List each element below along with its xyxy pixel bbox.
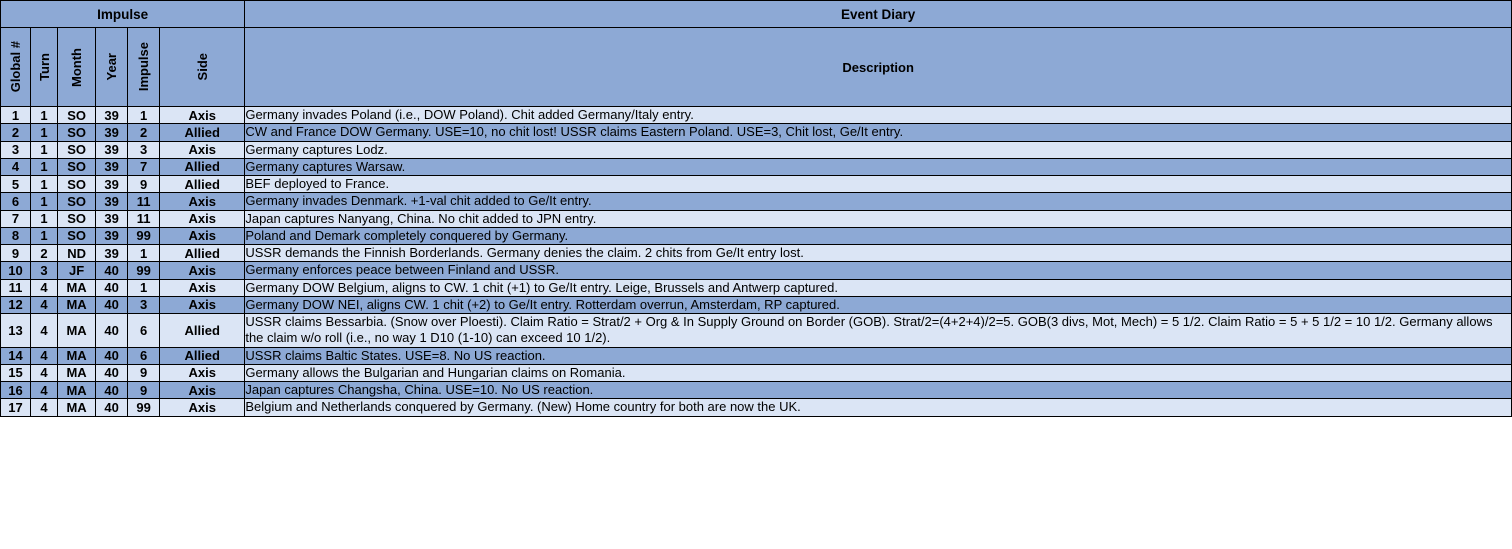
cell-global: 12 bbox=[1, 296, 31, 313]
column-header-global bbox=[1, 28, 31, 107]
table-row bbox=[1, 193, 1512, 210]
table-row bbox=[1, 141, 1512, 158]
cell-month: SO bbox=[58, 176, 96, 193]
cell-impulse: 1 bbox=[128, 245, 160, 262]
cell-turn: 4 bbox=[31, 296, 58, 313]
cell-turn: 4 bbox=[31, 399, 58, 416]
column-header-year-label: Year bbox=[104, 53, 120, 81]
table-row bbox=[1, 158, 1512, 175]
table-row bbox=[1, 399, 1512, 416]
cell-global: 10 bbox=[1, 262, 31, 279]
table-row bbox=[1, 382, 1512, 399]
cell-description: Japan captures Nanyang, China. No chit added to JPN entry. bbox=[245, 210, 1512, 227]
cell-turn: 4 bbox=[31, 382, 58, 399]
cell-global: 4 bbox=[1, 158, 31, 175]
cell-turn: 4 bbox=[31, 364, 58, 381]
cell-turn: 1 bbox=[31, 141, 58, 158]
table-row bbox=[1, 245, 1512, 262]
cell-description: Germany captures Lodz. bbox=[245, 141, 1512, 158]
cell-impulse: 6 bbox=[128, 314, 160, 348]
cell-year: 39 bbox=[96, 158, 128, 175]
cell-global: 5 bbox=[1, 176, 31, 193]
column-header-month-label: Month bbox=[69, 47, 85, 87]
cell-month: MA bbox=[58, 314, 96, 348]
cell-year: 40 bbox=[96, 347, 128, 364]
cell-year: 39 bbox=[96, 176, 128, 193]
cell-turn: 1 bbox=[31, 158, 58, 175]
cell-year: 40 bbox=[96, 364, 128, 381]
cell-turn: 4 bbox=[31, 314, 58, 348]
cell-impulse: 11 bbox=[128, 193, 160, 210]
column-header-impulse bbox=[128, 28, 160, 107]
cell-year: 39 bbox=[96, 245, 128, 262]
column-header-description: Description bbox=[245, 28, 1512, 107]
cell-turn: 1 bbox=[31, 176, 58, 193]
cell-side: Axis bbox=[160, 210, 245, 227]
cell-side: Axis bbox=[160, 279, 245, 296]
cell-side: Allied bbox=[160, 245, 245, 262]
cell-month: MA bbox=[58, 279, 96, 296]
cell-global: 7 bbox=[1, 210, 31, 227]
cell-global: 1 bbox=[1, 107, 31, 124]
cell-month: SO bbox=[58, 107, 96, 124]
cell-month: MA bbox=[58, 347, 96, 364]
column-header-year bbox=[96, 28, 128, 107]
cell-description: Germany DOW NEI, aligns CW. 1 chit (+2) to Ge/It entry. Rotterdam overrun, Amsterdam, RP captured. bbox=[245, 296, 1512, 313]
cell-global: 6 bbox=[1, 193, 31, 210]
table-row bbox=[1, 176, 1512, 193]
cell-description: Germany invades Denmark. +1-val chit added to Ge/It entry. bbox=[245, 193, 1512, 210]
cell-side: Axis bbox=[160, 262, 245, 279]
cell-impulse: 11 bbox=[128, 210, 160, 227]
cell-side: Allied bbox=[160, 124, 245, 141]
cell-side: Axis bbox=[160, 141, 245, 158]
cell-impulse: 9 bbox=[128, 382, 160, 399]
cell-description: USSR claims Baltic States. USE=8. No US reaction. bbox=[245, 347, 1512, 364]
cell-year: 40 bbox=[96, 382, 128, 399]
cell-turn: 1 bbox=[31, 124, 58, 141]
cell-description: USSR demands the Finnish Borderlands. Germany denies the claim. 2 chits from Ge/It entry lost. bbox=[245, 245, 1512, 262]
table-header bbox=[1, 1, 1512, 107]
column-header-side bbox=[160, 28, 245, 107]
cell-description: Belgium and Netherlands conquered by Germany. (New) Home country for both are now the UK. bbox=[245, 399, 1512, 416]
cell-side: Axis bbox=[160, 382, 245, 399]
cell-description: Germany captures Warsaw. bbox=[245, 158, 1512, 175]
cell-impulse: 6 bbox=[128, 347, 160, 364]
cell-description: CW and France DOW Germany. USE=10, no chit lost! USSR claims Eastern Poland. USE=3, Chit lost, Ge/It entry. bbox=[245, 124, 1512, 141]
cell-description: Germany allows the Bulgarian and Hungarian claims on Romania. bbox=[245, 364, 1512, 381]
cell-turn: 1 bbox=[31, 193, 58, 210]
cell-global: 16 bbox=[1, 382, 31, 399]
group-header-row bbox=[1, 1, 1512, 28]
cell-month: SO bbox=[58, 193, 96, 210]
cell-global: 15 bbox=[1, 364, 31, 381]
cell-global: 13 bbox=[1, 314, 31, 348]
cell-impulse: 1 bbox=[128, 107, 160, 124]
column-header-month bbox=[58, 28, 96, 107]
cell-description: Poland and Demark completely conquered by Germany. bbox=[245, 227, 1512, 244]
cell-side: Axis bbox=[160, 399, 245, 416]
cell-side: Allied bbox=[160, 347, 245, 364]
cell-month: SO bbox=[58, 141, 96, 158]
cell-side: Axis bbox=[160, 296, 245, 313]
cell-description: Germany invades Poland (i.e., DOW Poland). Chit added Germany/Italy entry. bbox=[245, 107, 1512, 124]
cell-global: 17 bbox=[1, 399, 31, 416]
cell-side: Allied bbox=[160, 158, 245, 175]
cell-year: 40 bbox=[96, 314, 128, 348]
cell-impulse: 9 bbox=[128, 176, 160, 193]
table-row bbox=[1, 347, 1512, 364]
table-row bbox=[1, 227, 1512, 244]
cell-impulse: 2 bbox=[128, 124, 160, 141]
cell-year: 40 bbox=[96, 296, 128, 313]
cell-description: Germany enforces peace between Finland and USSR. bbox=[245, 262, 1512, 279]
cell-month: SO bbox=[58, 158, 96, 175]
cell-turn: 1 bbox=[31, 107, 58, 124]
cell-month: MA bbox=[58, 399, 96, 416]
table-row bbox=[1, 364, 1512, 381]
cell-impulse: 99 bbox=[128, 262, 160, 279]
cell-month: MA bbox=[58, 382, 96, 399]
cell-turn: 3 bbox=[31, 262, 58, 279]
cell-month: SO bbox=[58, 210, 96, 227]
table-row bbox=[1, 296, 1512, 313]
column-header-turn-label: Turn bbox=[36, 53, 52, 81]
cell-impulse: 3 bbox=[128, 296, 160, 313]
cell-year: 40 bbox=[96, 399, 128, 416]
cell-year: 39 bbox=[96, 227, 128, 244]
cell-year: 39 bbox=[96, 210, 128, 227]
cell-turn: 4 bbox=[31, 347, 58, 364]
cell-month: MA bbox=[58, 364, 96, 381]
cell-month: SO bbox=[58, 227, 96, 244]
cell-impulse: 9 bbox=[128, 364, 160, 381]
cell-year: 40 bbox=[96, 262, 128, 279]
table-row bbox=[1, 210, 1512, 227]
cell-year: 40 bbox=[96, 279, 128, 296]
cell-impulse: 99 bbox=[128, 227, 160, 244]
table-row bbox=[1, 314, 1512, 348]
cell-global: 14 bbox=[1, 347, 31, 364]
table-row bbox=[1, 262, 1512, 279]
cell-side: Axis bbox=[160, 364, 245, 381]
cell-impulse: 99 bbox=[128, 399, 160, 416]
cell-year: 39 bbox=[96, 141, 128, 158]
cell-description: BEF deployed to France. bbox=[245, 176, 1512, 193]
cell-month: JF bbox=[58, 262, 96, 279]
table-body bbox=[1, 107, 1512, 417]
cell-side: Axis bbox=[160, 193, 245, 210]
table-row bbox=[1, 279, 1512, 296]
cell-turn: 2 bbox=[31, 245, 58, 262]
cell-year: 39 bbox=[96, 124, 128, 141]
cell-global: 11 bbox=[1, 279, 31, 296]
cell-year: 39 bbox=[96, 107, 128, 124]
group-header-impulse: Impulse bbox=[1, 1, 245, 28]
cell-global: 8 bbox=[1, 227, 31, 244]
cell-side: Axis bbox=[160, 107, 245, 124]
column-header-global-label: Global # bbox=[8, 41, 24, 93]
cell-global: 2 bbox=[1, 124, 31, 141]
cell-impulse: 1 bbox=[128, 279, 160, 296]
table-row bbox=[1, 124, 1512, 141]
column-header-side-label: Side bbox=[194, 53, 210, 81]
cell-description: Germany DOW Belgium, aligns to CW. 1 chit (+1) to Ge/It entry. Leige, Brussels and Antwerp captured. bbox=[245, 279, 1512, 296]
cell-side: Allied bbox=[160, 176, 245, 193]
cell-impulse: 7 bbox=[128, 158, 160, 175]
cell-month: MA bbox=[58, 296, 96, 313]
cell-year: 39 bbox=[96, 193, 128, 210]
cell-turn: 1 bbox=[31, 210, 58, 227]
group-header-event-diary: Event Diary bbox=[245, 1, 1512, 28]
cell-month: SO bbox=[58, 124, 96, 141]
cell-global: 3 bbox=[1, 141, 31, 158]
cell-turn: 1 bbox=[31, 227, 58, 244]
column-header-impulse-label: Impulse bbox=[136, 42, 152, 92]
cell-impulse: 3 bbox=[128, 141, 160, 158]
cell-month: ND bbox=[58, 245, 96, 262]
cell-side: Allied bbox=[160, 314, 245, 348]
cell-side: Axis bbox=[160, 227, 245, 244]
cell-global: 9 bbox=[1, 245, 31, 262]
cell-description: Japan captures Changsha, China. USE=10. No US reaction. bbox=[245, 382, 1512, 399]
column-header-turn bbox=[31, 28, 58, 107]
cell-description: USSR claims Bessarbia. (Snow over Ploesti). Claim Ratio = Strat/2 + Org & In Supply Ground on Border (GOB). Strat/2=(4+2+4)/2=5. GOB(3 divs, Mot, Mech) = 5 1/2. Claim Ratio = 5 + 5 1/2 = 10 1/2. Germany allows the claim w/o roll (i.e., no way 1 D10 (1-10) can exceed 10 1/2). bbox=[245, 314, 1512, 348]
column-header-row bbox=[1, 28, 1512, 107]
cell-turn: 4 bbox=[31, 279, 58, 296]
table-row bbox=[1, 107, 1512, 124]
